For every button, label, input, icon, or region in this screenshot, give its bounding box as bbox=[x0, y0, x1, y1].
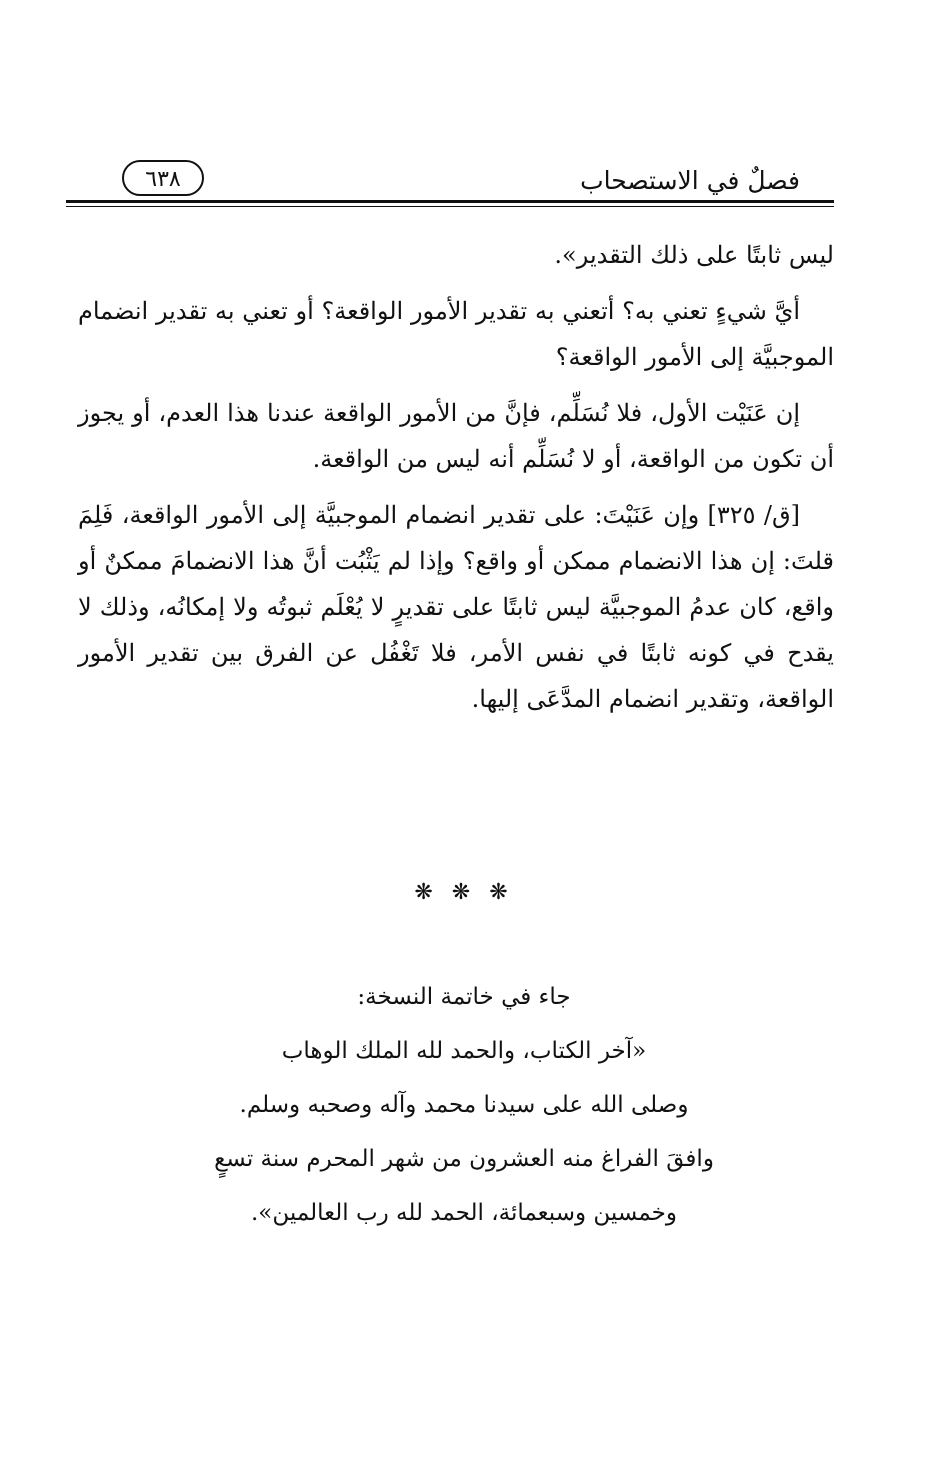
colophon bbox=[150, 970, 778, 1240]
paragraph-3: إن عَنَيْت الأول، فلا نُسَلِّم، فإنَّ من الأمور الواقعة عندنا هذا العدم، أو يجوز أن تكون من الواقعة، أو لا نُسَلِّم أنه ليس من الواقعة. bbox=[78, 399, 834, 473]
page-header bbox=[66, 156, 834, 208]
page-number-badge: ٦٣٨ bbox=[122, 160, 204, 196]
colophon-line-5: وخمسين وسبعمائة، الحمد لله رب العالمين». bbox=[251, 1200, 677, 1226]
running-title: فصلٌ في الاستصحاب bbox=[580, 166, 800, 195]
colophon-line-2: «آخر الكتاب، والحمد لله الملك الوهاب bbox=[281, 1038, 647, 1064]
header-rule-thick bbox=[66, 200, 834, 203]
colophon-line-3: وصلى الله على سيدنا محمد وآله وصحبه وسلم. bbox=[239, 1092, 689, 1118]
section-separator: ❋ ❋ ❋ bbox=[414, 880, 514, 905]
paragraph-1: ليس ثابتًا على ذلك التقدير». bbox=[554, 241, 834, 269]
colophon-line-1: جاء في خاتمة النسخة: bbox=[357, 984, 571, 1010]
paragraph-4: [ق/ ٣٢٥] وإن عَنَيْتَ: على تقدير انضمام الموجبيَّة إلى الأمور الواقعة، فَلِمَ قلتَ: إن هذا الانضمام ممكن أو واقع؟ وإذا لم يَثْبُت أنَّ هذا الانضمامَ ممكنٌ أو واقع، كان عدمُ الموجبيَّة ليس ثابتًا على تقديرٍ لا يُعْلَم ثبوتُه ولا إمكانُه، وذلك لا يقدح في كونه ثابتًا في نفس الأمر، فلا تَغْفُل عن الفرق بين تقدير الأمور الواقعة، وتقدير انضمام المدَّعَى إليها. bbox=[78, 501, 834, 713]
header-rule-thin bbox=[66, 206, 834, 207]
paragraph-2: أيَّ شيءٍ تعني به؟ أتعني به تقدير الأمور الواقعة؟ أو تعني به تقدير انضمام الموجبيَّة إلى الأمور الواقعة؟ bbox=[78, 297, 834, 371]
colophon-line-4: وافقَ الفراغ منه العشرون من شهر المحرم سنة تسعٍ bbox=[214, 1146, 714, 1172]
main-text bbox=[78, 232, 834, 732]
